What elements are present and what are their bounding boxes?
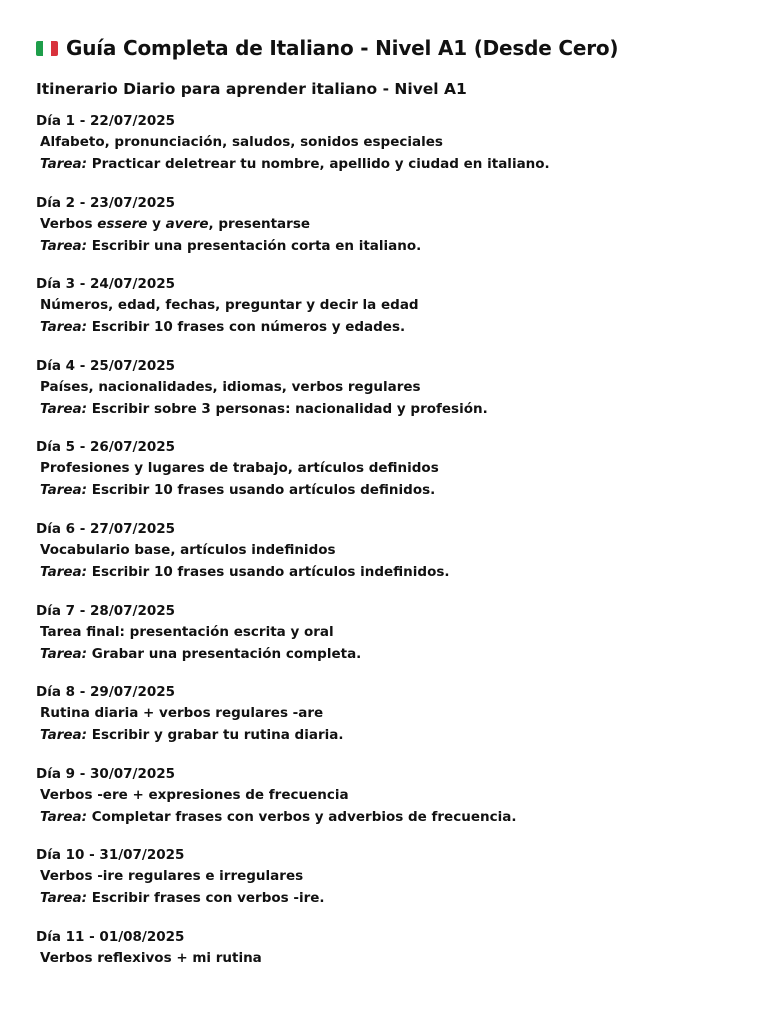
task-label: Tarea: xyxy=(40,156,88,172)
day-entry xyxy=(36,111,752,193)
task-text: Practicar deletrear tu nombre, apellido y ciudad en italiano. xyxy=(91,156,550,172)
task-label: Tarea: xyxy=(40,727,88,744)
day-task xyxy=(36,235,752,257)
day-task xyxy=(36,316,752,338)
day-topic: Números, edad, fechas, preguntar y decir la edad xyxy=(40,297,419,314)
flag-stripe-white xyxy=(43,41,50,56)
day-task xyxy=(36,806,752,828)
task-label: Tarea: xyxy=(40,645,88,662)
day-topic-part: , presentarse xyxy=(208,215,311,232)
day-task xyxy=(36,561,752,583)
day-topic: Países, nacionalidades, idiomas, verbos regulares xyxy=(40,378,421,395)
task-text: Escribir y grabar tu rutina diaria. xyxy=(91,727,344,744)
day-entry xyxy=(36,519,752,601)
day-topic xyxy=(36,213,752,235)
flag-stripe-red xyxy=(51,41,58,56)
day-topic: Alfabeto, pronunciación, saludos, sonidos especiales xyxy=(40,134,443,150)
task-label: Tarea: xyxy=(40,237,88,254)
day-entry xyxy=(36,274,752,356)
task-label: Tarea: xyxy=(40,319,88,336)
day-topic: Rutina diaria + verbos regulares -are xyxy=(40,705,324,722)
day-heading: Día 8 - 29/07/2025 xyxy=(36,684,176,701)
day-entry xyxy=(36,927,752,1009)
day-heading: Día 2 - 23/07/2025 xyxy=(36,194,176,211)
italy-flag-icon xyxy=(36,41,58,56)
day-task xyxy=(36,643,752,665)
task-label: Tarea: xyxy=(40,808,88,825)
day-entry xyxy=(36,193,752,275)
task-text: Escribir 10 frases usando artículos indefinidos. xyxy=(91,563,450,580)
day-topic-part: avere xyxy=(165,215,209,232)
task-label: Tarea: xyxy=(40,482,88,499)
day-topic: Profesiones y lugares de trabajo, artículos definidos xyxy=(40,460,439,477)
task-text: Grabar una presentación completa. xyxy=(91,645,362,662)
day-entry xyxy=(36,601,752,683)
task-text: Completar frases con verbos y adverbios de frecuencia. xyxy=(91,808,517,825)
task-text: Escribir 10 frases usando artículos definidos. xyxy=(91,482,436,499)
day-entry xyxy=(36,764,752,846)
day-topic: Verbos reflexivos + mi rutina xyxy=(40,949,262,966)
day-heading: Día 10 - 31/07/2025 xyxy=(36,847,185,864)
day-topic-part: essere xyxy=(97,215,148,232)
day-topic: Verbos -ere + expresiones de frecuencia xyxy=(40,786,349,803)
day-list xyxy=(36,111,752,1009)
task-label: Tarea: xyxy=(40,563,88,580)
day-topic: Verbos -ire regulares e irregulares xyxy=(40,868,304,885)
task-label: Tarea: xyxy=(40,400,88,417)
page-title: Guía Completa de Italiano - Nivel A1 (Desde Cero) xyxy=(66,36,619,60)
day-entry xyxy=(36,682,752,764)
day-heading: Día 3 - 24/07/2025 xyxy=(36,276,176,293)
day-heading: Día 11 - 01/08/2025 xyxy=(36,928,185,945)
day-task xyxy=(36,724,752,746)
page-subtitle: Itinerario Diario para aprender italiano - Nivel A1 xyxy=(36,80,467,98)
document-page xyxy=(36,30,752,1009)
day-heading: Día 7 - 28/07/2025 xyxy=(36,602,176,619)
day-task xyxy=(36,398,752,420)
day-heading: Día 4 - 25/07/2025 xyxy=(36,357,176,374)
task-text: Escribir una presentación corta en italiano. xyxy=(91,237,422,254)
day-entry xyxy=(36,437,752,519)
day-task xyxy=(36,479,752,501)
task-text: Escribir 10 frases con números y edades. xyxy=(91,319,406,336)
task-label: Tarea: xyxy=(40,890,88,907)
title-row xyxy=(36,30,752,66)
task-text: Escribir sobre 3 personas: nacionalidad y profesión. xyxy=(91,400,488,417)
day-topic: Vocabulario base, artículos indefinidos xyxy=(40,541,336,558)
day-topic-part: Verbos xyxy=(40,215,98,232)
day-topic: Tarea final: presentación escrita y oral xyxy=(40,623,334,640)
day-task xyxy=(36,887,752,909)
day-entry xyxy=(36,845,752,927)
day-entry xyxy=(36,356,752,438)
day-heading: Día 5 - 26/07/2025 xyxy=(36,439,176,456)
day-task xyxy=(36,153,752,175)
day-heading: Día 9 - 30/07/2025 xyxy=(36,765,176,782)
day-topic-part: y xyxy=(147,215,166,232)
day-heading: Día 6 - 27/07/2025 xyxy=(36,520,176,537)
task-text: Escribir frases con verbos -ire. xyxy=(91,890,325,907)
day-heading: Día 1 - 22/07/2025 xyxy=(36,113,176,129)
flag-stripe-green xyxy=(36,41,43,56)
